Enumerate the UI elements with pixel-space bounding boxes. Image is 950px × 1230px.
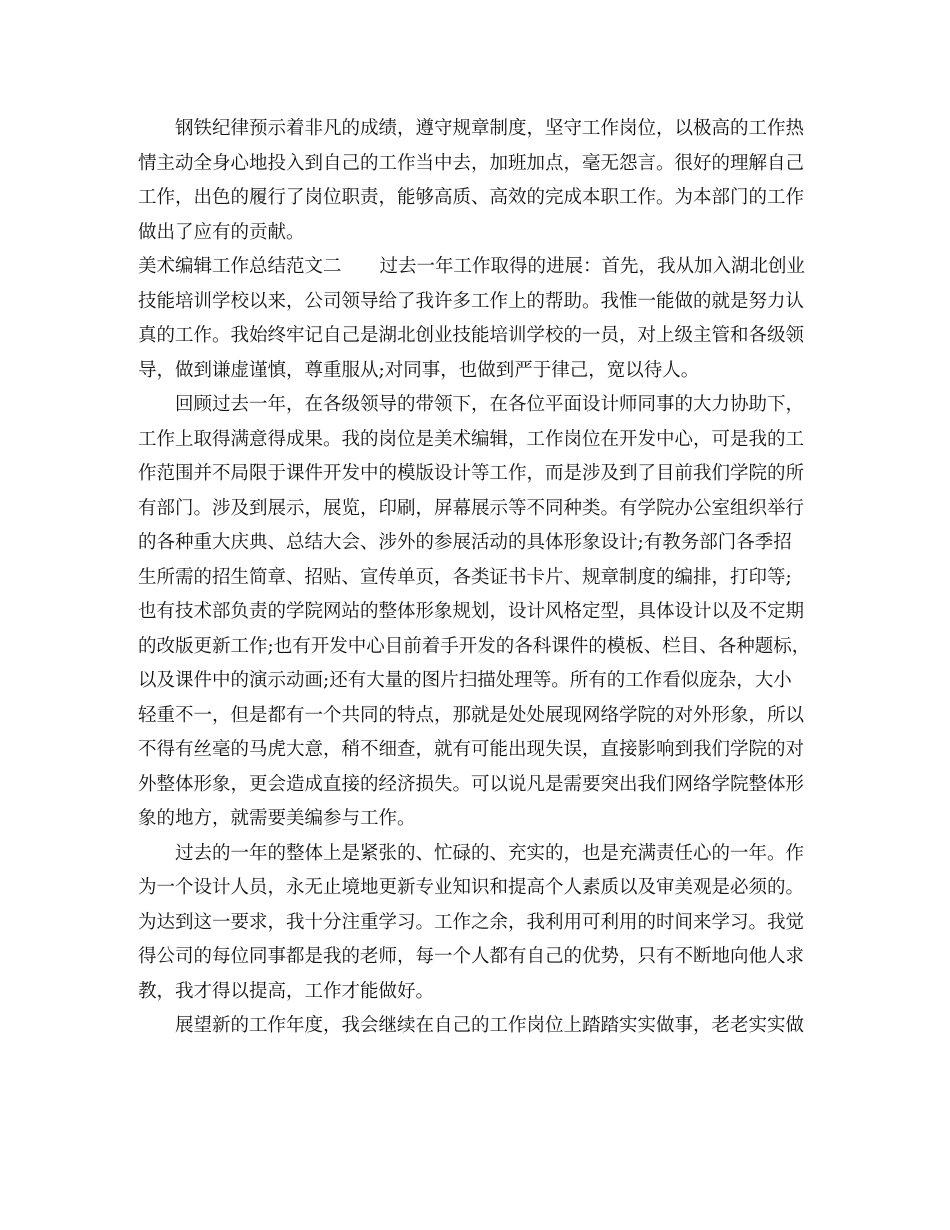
- text-line: 工作，出色的履行了岗位职责，能够高质、高效的完成本职工作。为本部门的工作: [138, 187, 805, 208]
- text-line: 有部门。涉及到展示，展览，印刷，屏幕展示等不同种类。有学院办公室组织举行: [138, 497, 805, 519]
- text-line: 为一个设计人员，永无止境地更新专业知识和提高个人素质以及审美观是必须的。: [138, 877, 805, 898]
- text-line: 展望新的工作年度，我会继续在自己的工作岗位上踏踏实实做事，老老实实做: [175, 1015, 805, 1036]
- paragraph-1: [138, 112, 818, 250]
- text-line: 导，做到谦虚谨慎，尊重服从;对同事，也做到严于律己，宽以待人。: [138, 359, 700, 381]
- text-line: 钢铁纪律预示着非凡的成绩，遵守规章制度，坚守工作岗位，以极高的工作热: [175, 118, 805, 139]
- paragraph-5: [138, 1009, 818, 1044]
- text-line: 过去的一年的整体上是紧张的、忙碌的、充实的，也是充满责任心的一年。作: [175, 842, 805, 864]
- text-line: 外整体形象，更会造成直接的经济损失。可以说凡是需要突出我们网络学院整体形: [138, 773, 805, 795]
- text-line: 的改版更新工作;也有开发中心目前着手开发的各科课件的模板、栏目、各种题标，: [138, 635, 811, 657]
- text-line: 回顾过去一年，在各级领导的带领下，在各位平面设计师同事的大力协助下，: [175, 394, 805, 415]
- text-line: 的各种重大庆典、总结大会、涉外的参展活动的具体形象设计;有教务部门各季招: [138, 532, 792, 553]
- text-line: 得公司的每位同事都是我的老师，每一个人都有自己的优势，只有不断地向他人求: [138, 946, 805, 967]
- text-line: 象的地方，就需要美编参与工作。: [138, 808, 416, 829]
- text-line: 生所需的招生简章、招贴、宣传单页，各类证书卡片、规章制度的编排，打印等;: [138, 566, 792, 588]
- text-line: 教，我才得以提高，工作才能做好。: [138, 980, 435, 1002]
- paragraph-2: [138, 250, 818, 388]
- section-heading: 美术编辑工作总结范文二: [138, 256, 342, 277]
- text-line: 技能培训学校以来，公司领导给了我许多工作上的帮助。我惟一能做的就是努力认: [138, 290, 805, 312]
- text-line: 不得有丝毫的马虎大意，稍不细查，就有可能出现失误，直接影响到我们学院的对: [138, 739, 805, 760]
- paragraph-4: [138, 837, 818, 1010]
- text-line: 工作上取得满意得成果。我的岗位是美术编辑，工作岗位在开发中心，可是我的工: [138, 428, 805, 450]
- text-line: 做出了应有的贡献。: [138, 221, 305, 243]
- paragraph-3: [138, 388, 818, 837]
- text-line: 真的工作。我始终牢记自己是湖北创业技能培训学校的一员，对上级主管和各级领: [138, 325, 805, 346]
- text-line: 为达到这一要求，我十分注重学习。工作之余，我利用可利用的时间来学习。我觉: [138, 911, 805, 933]
- text-segment: 过去一年工作取得的进展：首先，我从加入湖北创业: [379, 256, 806, 277]
- text-line: 轻重不一，但是都有一个共同的特点，那就是处处展现网络学院的对外形象，所以: [138, 704, 805, 726]
- section-heading-line: [138, 250, 818, 285]
- document-body: [138, 112, 818, 1044]
- text-line: 以及课件中的演示动画;还有大量的图片扫描处理等。所有的工作看似庞杂，大小: [138, 670, 792, 691]
- text-line: 也有技术部负责的学院网站的整体形象规划，设计风格定型，具体设计以及不定期: [138, 601, 805, 622]
- text-line: 作范围并不局限于课件开发中的模版设计等工作，而是涉及到了目前我们学院的所: [138, 463, 805, 484]
- text-line: 情主动全身心地投入到自己的工作当中去，加班加点，毫无怨言。很好的理解自己: [138, 152, 805, 174]
